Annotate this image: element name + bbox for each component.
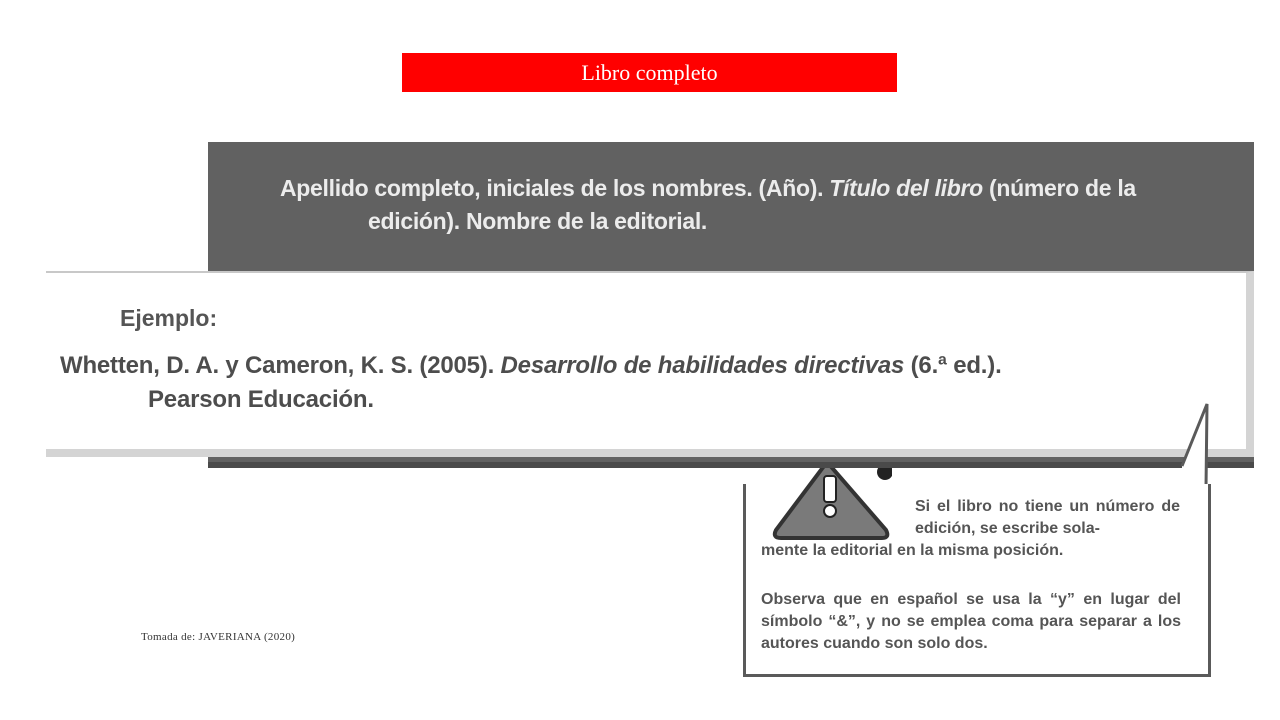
example-label: Ejemplo: bbox=[120, 305, 218, 331]
callout-tail bbox=[1178, 400, 1218, 490]
example-line-2: Pearson Educación. bbox=[148, 386, 374, 413]
format-line-1: Apellido completo, iniciales de los nombres. (Año). Título del libro (número de la bbox=[280, 175, 1136, 201]
example-line-1: Whetten, D. A. y Cameron, K. S. (2005). Desarrollo de habilidades directivas (6.ª ed.). bbox=[60, 352, 1002, 379]
format-line-2: edición). Nombre de la editorial. bbox=[368, 208, 707, 234]
format-template bbox=[280, 172, 1260, 238]
warning-icon bbox=[772, 468, 892, 542]
example-card bbox=[46, 271, 1254, 457]
note-paragraph-2: Observa que en español se usa la “y” en lugar del símbolo “&”, y no se emplea coma para separar a los autores cuando son solo dos. bbox=[761, 591, 1181, 652]
example-reference bbox=[60, 349, 1240, 417]
slide-title: Libro completo bbox=[402, 53, 897, 92]
band-shadow bbox=[208, 462, 1254, 468]
source-caption: Tomada de: JAVERIANA (2020) bbox=[141, 631, 296, 643]
note-paragraph-1-continued: mente la editorial en la misma posición. bbox=[761, 542, 1064, 559]
note-paragraph-1: Si el libro no tiene un número de edición, se escribe sola- bbox=[915, 498, 1180, 537]
